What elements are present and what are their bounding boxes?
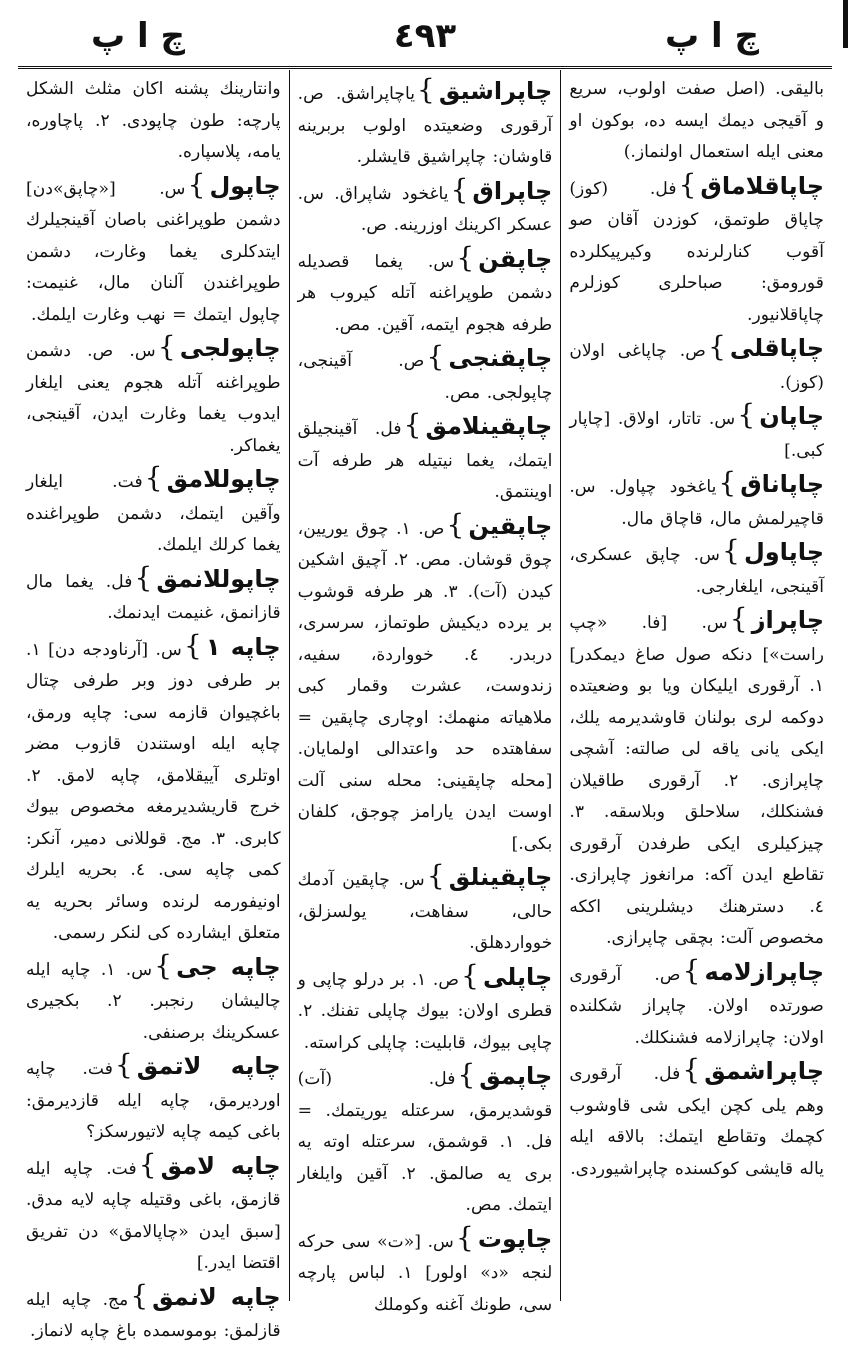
entry-brace: }: [154, 948, 173, 982]
dictionary-entry: [298, 960, 553, 1060]
entry-headword: چاپراشمق: [704, 1057, 825, 1085]
entry-headword: چاپاقلی: [729, 334, 825, 362]
entry-definition: ص. ١. بر درلو چاپی و قطری اولان: بیوك چاپلی تفنك. ٢. چاپی بیوك، قابلیت: چاپلی كراسته.: [297, 969, 553, 1053]
header-right-letters: چ ا پ: [665, 16, 759, 56]
entry-brace: }: [114, 1048, 133, 1081]
entry-definition: فت. چاپه اوردیرمق، چاپه ایله قازدیرمق: باغی كیمه چاپه لاتیورسكز؟: [26, 1059, 281, 1142]
dictionary-entry: [569, 169, 824, 332]
entry-brace: }: [138, 1147, 157, 1181]
entry-brace: }: [426, 859, 445, 892]
entry-brace: }: [403, 408, 422, 441]
entry-brace: }: [450, 172, 469, 206]
dictionary-entry: [298, 242, 553, 342]
dictionary-entry: [26, 462, 281, 562]
dictionary-entry: [298, 1059, 553, 1222]
column-left: [18, 70, 289, 1341]
dictionary-entry: [298, 174, 553, 242]
entry-headword: چاپولجی: [179, 334, 281, 362]
entry-brace: }: [457, 1058, 476, 1091]
dictionary-entry: [569, 467, 824, 535]
entry-headword: چاپاول: [743, 538, 825, 566]
entry-headword: چاپقن: [478, 244, 553, 273]
dictionary-entry: [298, 509, 553, 861]
entry-definition: فت. ایلغار وآقین ایتمك، دشمن طوپراغنده یغما كرلك ایلمك.: [26, 472, 281, 555]
entry-brace: }: [456, 240, 475, 274]
entry-definition: یاچاپراشق. ص. آرقوری وضعیتده اولوب بربرینه قاوشان: چاپراشیق قایشلر.: [297, 84, 553, 167]
entry-definition: فت. چاپه ایله قازمق، باغی وقتیله چاپه لایه مدق. [سبق ایدن «چاپالامق» دن تفریق اقتضا ایدر.]: [26, 1158, 281, 1273]
entry-definition: ص. چاپاغی اولان (كوز).: [569, 341, 825, 393]
entry-headword: چاپمق: [479, 1062, 553, 1090]
column-middle: [289, 70, 561, 1315]
entry-headword: چاپقنجی: [448, 344, 553, 372]
dictionary-entry: [569, 331, 824, 399]
entry-brace: }: [461, 958, 479, 992]
dictionary-entry: [298, 1222, 553, 1322]
dictionary-entry: [26, 1149, 281, 1280]
entry-headword: چاپقینلق: [448, 863, 553, 891]
entry-definition: س. [آرناودجه دن] ١. بر طرفی دوز وبر طرفی چتال باغچیوان قازمه سی: چاپه ورمق، چاپه ایله اوستندن قازوب مضر اوتلری آییقلامق، چاپه لامق. ٢. خرج قاریشدیرمغه مخصوص بیوك كابری. ٣. مج. قوللانی دمیر، آنكر: كمی چاپه سی. ٤. بحریه ایلرك اونیفورمه لرنده وسائر بحریه یه متعلق ایشارده كی لنكر رسمی.: [26, 639, 281, 943]
entry-headword: چاپرازلامه: [704, 957, 825, 986]
entry-headword: چاپوللانمق: [156, 564, 281, 593]
entry-definition: س. یغما قصدیله دشمن طوپراغنه آتله كیروب هر طرفه هجوم ایتمه، آقین. مص.: [297, 251, 553, 335]
columns: [18, 70, 832, 1341]
entry-brace: }: [718, 466, 737, 499]
dictionary-entry: [26, 169, 281, 332]
entry-brace: }: [682, 1053, 701, 1086]
entry-brace: }: [426, 340, 445, 373]
entry-definition: یاغخود شاپراق. س. عسكر اكرینك اوزرینه. ص.: [297, 183, 553, 235]
dictionary-entry: [26, 1049, 281, 1149]
header-rule: [18, 66, 832, 69]
entry-definition: س. [«ت» سی حركه لنجه «د» اولور] ١. لباس پارچه سی، طونك آغنه وكوملك: [297, 1231, 553, 1315]
dictionary-entry: [26, 74, 281, 169]
page-edge-mark: [833, 0, 848, 48]
entry-definition: ص. ١. چوق یوریین، چوق قوشان. مص. ٢. آچیق اشكین كیدن (آت). ٣. هر طرفه قوشوب بر یرده دیكیش طوتماز، سرسری، دربدر. ٤. خوواردة، سفیه، زندوست، عشرت وقمار كبی ملاهیاته منهمك: اوچاری چاپقین = سفاهتده حد واعتدالی اولمایان. [محله چاپقینی: محله سنی آلت اوست ایدن یارامز چوجق، كلفان بكی.]: [297, 518, 553, 854]
entry-definition: بالیقی. (اصل صفت اولوب، سریع و آقیجی دیمك ایسه ده، بوكون او معنی ایله استعمال اولنماز.): [569, 79, 825, 162]
entry-definition: فل. (آت) قوشدیرمق، سرعتله یوریتمك. = فل. ١. قوشمق، سرعتله اوته یه بری یه صالمق. ٢. آقین وایلغار ایتمك. مص.: [297, 1069, 553, 1215]
entry-brace: }: [737, 398, 756, 431]
entry-brace: }: [678, 167, 697, 201]
dictionary-entry: [26, 950, 281, 1050]
entry-headword: چاپان: [759, 402, 825, 430]
entry-brace: }: [456, 1220, 474, 1254]
entry-definition: فل. آقینجیلق ایتمك، یغما نیتیله هر طرفه آت اوینتمق.: [297, 419, 553, 502]
entry-brace: }: [446, 507, 465, 541]
entry-definition: س. [«چاپق»دن] دشمن طوپراغنی باصان آقینجیلرك ایتدكلری یغما وغارت، دشمن طوپراغندن آلنان مال، غنیمت: چاپول ایتمك = نهب وغارت ایلمك.: [26, 178, 281, 325]
entry-headword: چاپلی: [482, 962, 553, 991]
entry-definition: یاغخود چپاول. س. قاچیرلمش مال، قاچاق مال.: [569, 477, 825, 529]
page-header: [18, 8, 832, 64]
dictionary-entry: [298, 74, 553, 174]
entry-definition: س. ١. چاپه ایله چالیشان رنجبر. ٢. بكجیری عسكرینك برصنفی.: [26, 959, 281, 1043]
entry-definition: فل. آرقوری وهم یلی كچن ایكی شی قاوشوب كچمك وتقاطع ایتمك: بالاقه ایله یاله قایشی كوكسنده چاپراشیوردی.: [569, 1064, 825, 1179]
entry-definition: س. ص. دشمن طوپراغنه آتله هجوم یعنی ایلغار ایدوب یغما وغارت ایدن، آقینجی، یغماكر.: [26, 341, 281, 456]
entry-headword: چاپراق: [472, 176, 553, 205]
entry-definition: ص. آرقوری صورتده اولان. چاپراز شكلنده اولان: چاپرازلامه فشنكلك.: [569, 964, 825, 1048]
entry-definition: س. چاپق عسكری، آقینجی، ایلغارجی.: [569, 545, 825, 597]
entry-headword: چاپوللامق: [166, 465, 281, 493]
entry-definition: ص. آقینجی، چاپولجی. مص.: [297, 351, 553, 403]
entry-definition: فل. (كوز) چاپاق طوتمق، كوزدن آقان صو آقوب كنارلرنده وكیرپیكلرده قورومق: صباحلری كوزلرم چاپاقلانیور.: [569, 178, 825, 325]
dictionary-entry: [298, 341, 553, 409]
entry-headword: چاپراشیق: [438, 77, 553, 105]
dictionary-entry: [298, 860, 553, 960]
entry-headword: چاپه لامق: [160, 1151, 281, 1180]
dictionary-entry: [298, 409, 553, 509]
entry-brace: }: [157, 330, 176, 363]
entry-headword: چاپوت: [477, 1224, 553, 1253]
entry-headword: چاپقینلامق: [425, 412, 553, 440]
dictionary-entry: [569, 535, 824, 603]
dictionary-entry: [26, 331, 281, 462]
dictionary-entry: [569, 74, 824, 169]
entry-definition: وانتارینك پشنه اكان مثلث الشكل پارچه: طون چاپودی. ٢. پاچاوره، یامه، پلاسپاره.: [26, 79, 281, 162]
entry-brace: }: [144, 461, 163, 494]
entry-definition: مج. چاپه ایله قازلمق: بوموسمده باغ چاپه لانماز.: [26, 1289, 281, 1341]
dictionary-entry: [569, 1054, 824, 1185]
entry-headword: چاپه لانمق: [152, 1282, 281, 1311]
entry-brace: }: [682, 953, 701, 987]
entry-brace: }: [134, 560, 153, 594]
entry-definition: فل. یغما مال قازانمق، غنیمت ایدنمك.: [26, 571, 281, 623]
entry-brace: }: [417, 73, 435, 106]
dictionary-entry: [26, 1280, 281, 1348]
entry-definition: س. تاتار، اولاق. [چاپار كبی.]: [569, 409, 825, 461]
entry-headword: چاپاناق: [740, 470, 825, 498]
entry-headword: چاپقین: [468, 511, 553, 540]
dictionary-entry: [26, 630, 281, 950]
dictionary-entry: [26, 562, 281, 630]
header-left-letters: چ ا پ: [91, 16, 185, 56]
entry-headword: چاپه لاتمق: [136, 1052, 281, 1080]
entry-definition: س. [فا. «چپ راست»] دنكه صول صاغ دیمكدر] ١. آرقوری ایلیكان ویا بو وضعیتده دوكمه لری بولنان قاوشدیرمه یلك، ایكی یانی یاقه لی صالته: آشچی چاپرازی. ٢. آرقوری طاقیلان فشنكلك، سلاحلق وبلاسقه. ٣. چیزكیلری ایكی طرفدن آرقوری تقاطع ایدن آكه: مرانغوز چاپرازی. ٤. دسترهنك دیشلرینی اككه مخصوص آلت: بچقی چاپرازی.: [569, 613, 825, 948]
entry-brace: }: [708, 330, 726, 363]
entry-headword: چاپراز: [751, 606, 825, 634]
entry-brace: }: [722, 534, 740, 567]
entry-definition: س. چاپقین آدمك حالی، سفاهت، یولسزلق، خوواردهلق.: [297, 870, 553, 953]
dictionary-entry: [569, 603, 824, 955]
entry-brace: }: [130, 1278, 149, 1312]
entry-brace: }: [184, 628, 202, 662]
dictionary-entry: [569, 955, 824, 1055]
entry-brace: }: [187, 167, 206, 201]
page-number: ٤٩٣: [393, 16, 457, 56]
entry-headword: چاپاقلاماق: [700, 171, 825, 200]
entry-headword: چاپه جی: [176, 952, 281, 981]
dictionary-entry: [569, 399, 824, 467]
entry-brace: }: [729, 602, 748, 635]
column-right: [560, 70, 832, 1301]
entry-headword: چاپه ١: [205, 632, 281, 661]
entry-headword: چاپول: [209, 171, 281, 200]
